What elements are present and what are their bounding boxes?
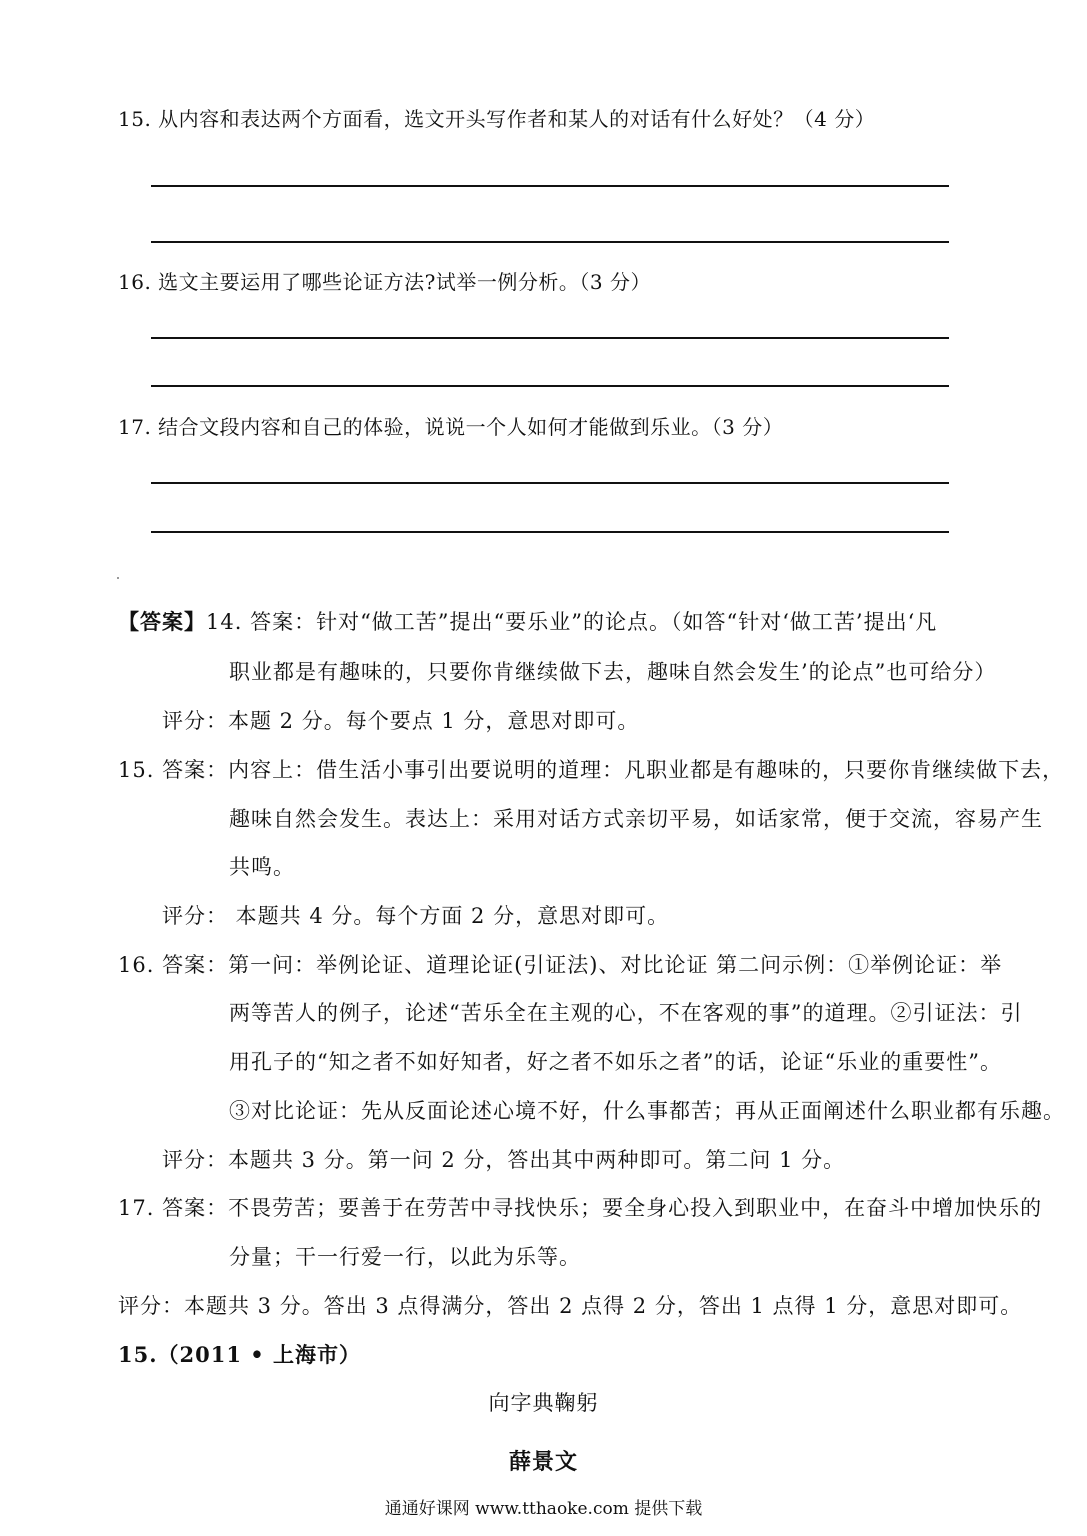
answer-17-cont: 分量；干一行爱一行，以此为乐等。 — [229, 1245, 581, 1269]
answer-16-cont: ③对比论证：先从反面论述心境不好，什么事都苦；再从正面阐述什么职业都有乐趣。 — [229, 1099, 1065, 1123]
score-16: 评分：本题共 3 分。第一问 2 分，答出其中两种即可。第二问 1 分。 — [162, 1148, 846, 1172]
answer-line — [151, 385, 949, 387]
answer-14-cont: 职业都是有趣味的，只要你肯继续做下去，趣味自然会发生’的论点”也可给分） — [229, 660, 997, 684]
scan-speck — [117, 577, 119, 579]
answer-17: 17. 答案：不畏劳苦；要善于在劳苦中寻找快乐；要全身心投入到职业中，在奋斗中增加快乐的 — [118, 1196, 1043, 1220]
answer-14: 【答案】14. 答案：针对“做工苦”提出“要乐业”的论点。（如答“针对‘做工苦’提出‘凡 — [118, 609, 938, 634]
answer-16-cont: 用孔子的“知之者不如好知者，好之者不如乐之者”的话，论证“乐业的重要性”。 — [229, 1050, 1002, 1074]
answer-15-cont: 共鸣。 — [229, 855, 295, 879]
answer-16: 16. 答案：第一问：举例论证、道理论证(引证法)、对比论证 第二问示例：①举例论证：举 — [118, 953, 1003, 977]
next-item-heading: 15.（2011 • 上海市） — [118, 1342, 362, 1367]
article-title: 向字典鞠躬 — [488, 1391, 599, 1415]
footer-source: 通通好课网 www.tthaoke.com 提供下载 — [384, 1499, 703, 1519]
answer-line — [151, 531, 949, 533]
answer-15: 15. 答案：内容上：借生活小事引出要说明的道理：凡职业都是有趣味的，只要你肯继续做下去， — [118, 758, 1065, 782]
answer-line — [151, 241, 949, 243]
answer-16-cont: 两等苦人的例子，论述“苦乐全在主观的心，不在客观的事”的道理。②引证法：引 — [229, 1001, 1023, 1025]
article-author: 薛景文 — [508, 1449, 578, 1475]
question-16: 16. 选文主要运用了哪些论证方法?试举一例分析。（3 分） — [118, 270, 651, 294]
score-17: 评分：本题共 3 分。答出 3 点得满分，答出 2 点得 2 分，答出 1 点得 1 分，意思对即可。 — [118, 1294, 1023, 1318]
answer-line — [151, 185, 949, 187]
answer-15-cont: 趣味自然会发生。表达上：采用对话方式亲切平易，如话家常，便于交流，容易产生 — [229, 807, 1043, 831]
answer-line — [151, 337, 949, 339]
score-14: 评分：本题 2 分。每个要点 1 分，意思对即可。 — [162, 709, 640, 733]
answer-line — [151, 482, 949, 484]
answer-label: 【答案】 — [118, 609, 206, 634]
question-17: 17. 结合文段内容和自己的体验，说说一个人如何才能做到乐业。（3 分） — [118, 415, 784, 439]
question-15: 15. 从内容和表达两个方面看，选文开头写作者和某人的对话有什么好处？（4 分） — [118, 107, 876, 131]
score-15: 评分： 本题共 4 分。每个方面 2 分，意思对即可。 — [162, 904, 670, 928]
